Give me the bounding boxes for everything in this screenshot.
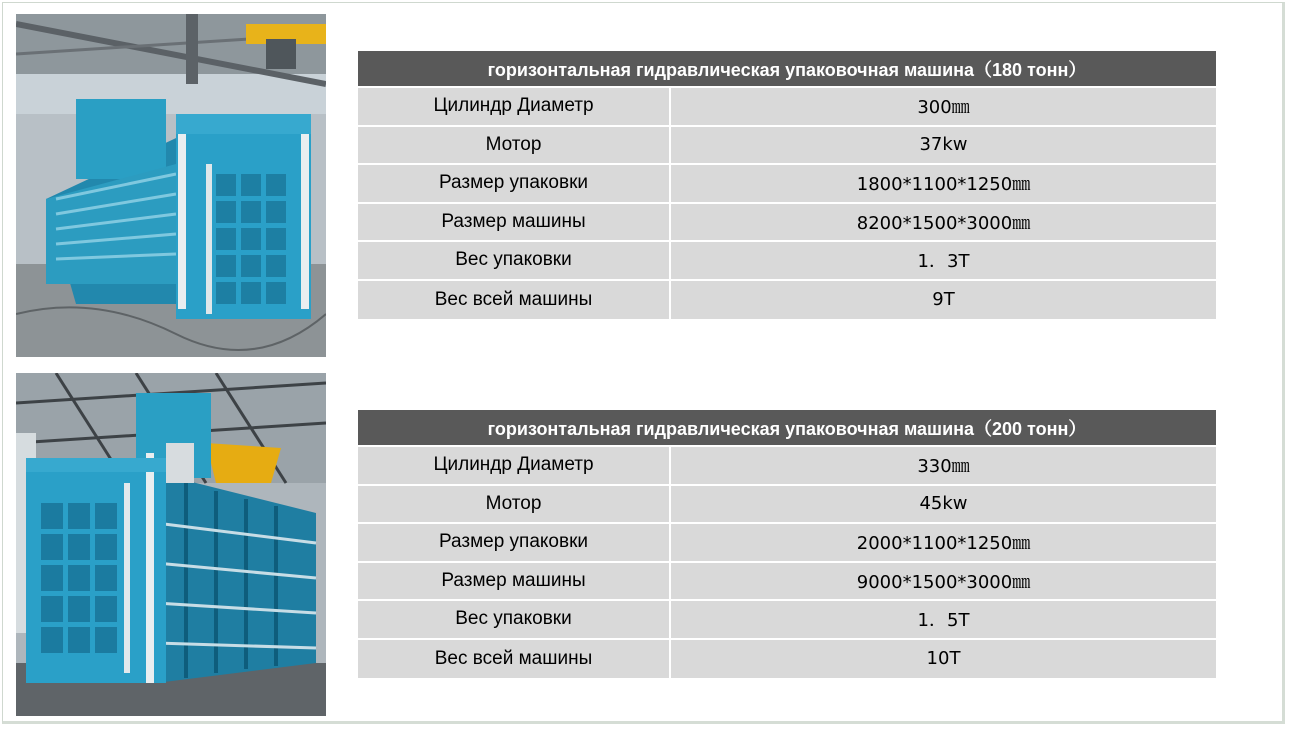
- row-label: Цилиндр Диаметр: [358, 88, 671, 127]
- slide: [2, 2, 1285, 724]
- row-value: 1．3T: [671, 242, 1216, 281]
- row-label: Вес упаковки: [358, 601, 671, 640]
- row-label: Размер упаковки: [358, 165, 671, 204]
- table-row: [358, 601, 1216, 640]
- row-label: Размер машины: [358, 204, 671, 243]
- table-row: [358, 242, 1216, 281]
- row-label: Размер упаковки: [358, 524, 671, 563]
- spec-table-180: [358, 51, 1216, 319]
- row-label: Мотор: [358, 127, 671, 166]
- row-label: Вес всей машины: [358, 281, 671, 320]
- table-row: [358, 204, 1216, 243]
- row-label: Цилиндр Диаметр: [358, 447, 671, 486]
- table-row: [358, 486, 1216, 525]
- row-label: Размер машины: [358, 563, 671, 602]
- table-row: [358, 165, 1216, 204]
- row-value: 2000*1100*1250㎜: [671, 524, 1216, 563]
- table-header-row: [358, 51, 1216, 88]
- baler-180-photo: [16, 14, 326, 357]
- row-value: 37kw: [671, 127, 1216, 166]
- table-title: горизонтальная гидравлическая упаковочная машина（200 тонн）: [358, 410, 1216, 447]
- row-label: Мотор: [358, 486, 671, 525]
- row-value: 300㎜: [671, 88, 1216, 127]
- table-row: [358, 640, 1216, 679]
- row-value: 330㎜: [671, 447, 1216, 486]
- row-value: 45kw: [671, 486, 1216, 525]
- row-value: 1．5T: [671, 601, 1216, 640]
- table-row: [358, 281, 1216, 320]
- table-title: горизонтальная гидравлическая упаковочная машина（180 тонн）: [358, 51, 1216, 88]
- row-value: 10T: [671, 640, 1216, 679]
- table-row: [358, 524, 1216, 563]
- table-row: [358, 127, 1216, 166]
- row-value: 1800*1100*1250㎜: [671, 165, 1216, 204]
- table-row: [358, 563, 1216, 602]
- table-header-row: [358, 410, 1216, 447]
- row-value: 8200*1500*3000㎜: [671, 204, 1216, 243]
- table-row: [358, 88, 1216, 127]
- row-value: 9T: [671, 281, 1216, 320]
- row-value: 9000*1500*3000㎜: [671, 563, 1216, 602]
- table-row: [358, 447, 1216, 486]
- row-label: Вес упаковки: [358, 242, 671, 281]
- baler-200-photo: [16, 373, 326, 716]
- row-label: Вес всей машины: [358, 640, 671, 679]
- spec-table-200: [358, 410, 1216, 678]
